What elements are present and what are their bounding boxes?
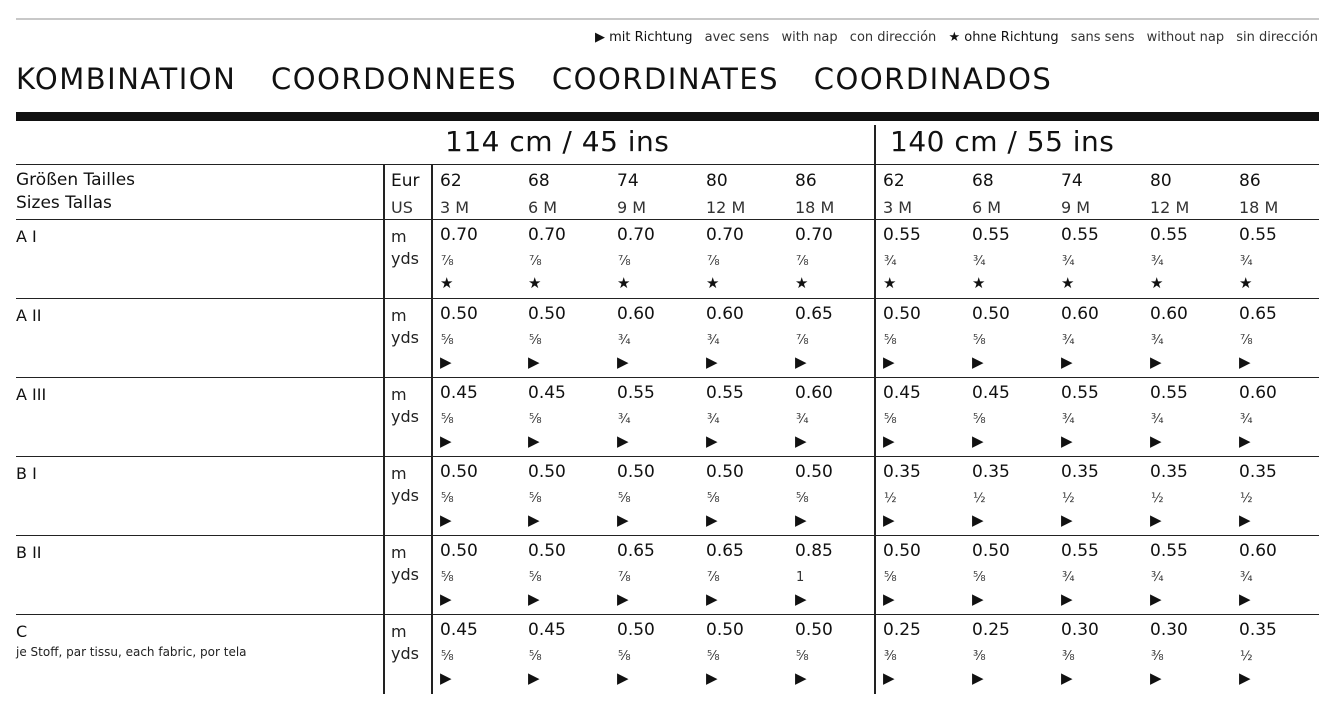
meters-value: 0.50 [617, 620, 655, 640]
row-divider [16, 219, 1319, 220]
meters-value: 0.85 [795, 541, 833, 561]
meters-value: 0.60 [1239, 383, 1277, 403]
with-nap-icon: ▶ [795, 590, 807, 608]
yards-value: ⅝ [973, 412, 986, 427]
with-nap-icon: ▶ [1061, 511, 1073, 529]
eur-size: 62 [440, 171, 462, 191]
with-nap-fr: avec sens [704, 30, 770, 45]
yards-value: ¾ [1062, 412, 1075, 427]
us-size: 12 M [706, 198, 746, 217]
imperial-unit-label: yds [391, 565, 419, 584]
meters-value: 0.35 [1061, 462, 1099, 482]
with-nap-icon: ▶ [706, 669, 718, 687]
view-label: A I [16, 227, 37, 246]
meters-value: 0.60 [706, 304, 744, 324]
with-nap-icon: ▶ [1239, 432, 1251, 450]
sizes-label-line1: Größen Tailles [16, 170, 136, 190]
with-nap-icon: ▶ [1061, 353, 1073, 371]
with-nap-icon: ▶ [528, 590, 540, 608]
meters-value: 0.55 [972, 225, 1010, 245]
view-sublabel: je Stoff, par tissu, each fabric, por tela [16, 645, 247, 659]
without-nap-icon: ★ [617, 274, 631, 292]
without-nap-icon: ★ [972, 274, 986, 292]
page-title [16, 62, 1076, 96]
metric-unit-label: m [391, 306, 407, 325]
yards-value: ¾ [1151, 412, 1164, 427]
row-divider [16, 535, 1319, 536]
with-nap-icon: ▶ [440, 353, 452, 371]
yards-value: ⅝ [973, 333, 986, 348]
us-unit-label: US [391, 198, 413, 217]
eur-size: 74 [1061, 171, 1083, 191]
meters-value: 0.35 [883, 462, 921, 482]
yards-value: ¾ [1151, 333, 1164, 348]
meters-value: 0.70 [617, 225, 655, 245]
eur-size: 68 [528, 171, 550, 191]
meters-value: 0.35 [972, 462, 1010, 482]
header-top-rule [16, 164, 1319, 165]
yards-value: ¾ [1062, 254, 1075, 269]
us-size: 9 M [617, 198, 647, 217]
with-nap-icon: ▶ [795, 432, 807, 450]
yards-value: ⅝ [441, 333, 454, 348]
eur-unit-label: Eur [391, 171, 420, 191]
meters-value: 0.30 [1061, 620, 1099, 640]
row-divider [16, 377, 1319, 378]
with-nap-icon: ▶ [1239, 353, 1251, 371]
with-nap-icon: ▶ [972, 511, 984, 529]
meters-value: 0.50 [528, 462, 566, 482]
with-nap-icon: ▶ [528, 432, 540, 450]
metric-unit-label: m [391, 543, 407, 562]
width-group-divider [874, 125, 876, 694]
meters-value: 0.70 [795, 225, 833, 245]
meters-value: 0.50 [972, 541, 1010, 561]
yards-value: ⅞ [529, 254, 542, 269]
yards-value: ¾ [1062, 333, 1075, 348]
yards-value: ⅝ [529, 491, 542, 506]
label-column-divider [383, 164, 385, 694]
title-es: COORDINADOS [813, 62, 1053, 96]
meters-value: 0.50 [972, 304, 1010, 324]
yards-value: ¾ [1240, 254, 1253, 269]
with-nap-icon: ▶ [1061, 432, 1073, 450]
yards-value: ¾ [796, 412, 809, 427]
without-nap-icon: ★ [1061, 274, 1075, 292]
metric-unit-label: m [391, 622, 407, 641]
yards-value: ½ [884, 491, 897, 506]
with-nap-icon: ▶ [795, 511, 807, 529]
fabric-width-140: 140 cm / 55 ins [890, 125, 1115, 158]
meters-value: 0.65 [1239, 304, 1277, 324]
eur-size: 86 [795, 171, 817, 191]
meters-value: 0.45 [883, 383, 921, 403]
meters-value: 0.45 [440, 620, 478, 640]
meters-value: 0.60 [1239, 541, 1277, 561]
with-nap-icon: ▶ [617, 511, 629, 529]
view-label: B II [16, 543, 42, 562]
yards-value: ¾ [973, 254, 986, 269]
metric-unit-label: m [391, 385, 407, 404]
eur-size: 80 [706, 171, 728, 191]
yards-value: ⅝ [529, 570, 542, 585]
without-nap-icon: ★ [1150, 274, 1164, 292]
with-nap-icon: ▶ [1239, 590, 1251, 608]
with-nap-icon: ▶ [706, 590, 718, 608]
us-size: 18 M [1239, 198, 1279, 217]
meters-value: 0.55 [1150, 383, 1188, 403]
yards-value: ¾ [1240, 412, 1253, 427]
meters-value: 0.25 [883, 620, 921, 640]
yards-value: ½ [1062, 491, 1075, 506]
with-nap-icon: ▶ [440, 432, 452, 450]
without-nap-fr: sans sens [1070, 30, 1135, 45]
with-nap-icon: ▶ [1150, 590, 1162, 608]
yards-value: ¾ [707, 333, 720, 348]
without-nap-icon: ★ [528, 274, 542, 292]
title-en: COORDINATES [551, 62, 780, 96]
without-nap-icon: ★ [440, 274, 454, 292]
yards-value: ½ [1240, 491, 1253, 506]
meters-value: 0.45 [972, 383, 1010, 403]
meters-value: 0.55 [1061, 383, 1099, 403]
meters-value: 0.60 [1150, 304, 1188, 324]
yards-value: ⅞ [796, 254, 809, 269]
with-nap-icon: ▶ [1150, 669, 1162, 687]
with-nap-icon: ▶ [972, 353, 984, 371]
with-nap-icon: ▶ [883, 669, 895, 687]
yards-value: ⅜ [973, 649, 986, 664]
with-nap-icon: ▶ [1061, 590, 1073, 608]
without-nap-es: sin dirección [1236, 30, 1318, 45]
meters-value: 0.35 [1239, 462, 1277, 482]
view-label: A III [16, 385, 47, 404]
us-size: 12 M [1150, 198, 1190, 217]
with-nap-icon: ▶ [1239, 511, 1251, 529]
view-label: A II [16, 306, 42, 325]
with-nap-icon: ▶ [617, 353, 629, 371]
title-de: KOMBINATION [16, 62, 237, 96]
with-nap-icon: ▶ [1061, 669, 1073, 687]
meters-value: 0.55 [883, 225, 921, 245]
without-nap-en: without nap [1146, 30, 1225, 45]
yards-value: ⅝ [441, 491, 454, 506]
meters-value: 0.70 [706, 225, 744, 245]
meters-value: 0.50 [795, 620, 833, 640]
yards-value: ⅜ [884, 649, 897, 664]
with-nap-en: with nap [781, 30, 838, 45]
meters-value: 0.55 [706, 383, 744, 403]
without-nap-de: ohne Richtung [964, 30, 1059, 45]
with-nap-icon: ▶ [706, 511, 718, 529]
yards-value: ¾ [1240, 570, 1253, 585]
without-nap-icon: ★ [883, 274, 897, 292]
meters-value: 0.60 [795, 383, 833, 403]
meters-value: 0.65 [706, 541, 744, 561]
yards-value: ⅝ [618, 649, 631, 664]
yards-value: ⅝ [707, 491, 720, 506]
meters-value: 0.50 [440, 541, 478, 561]
unit-column-divider [431, 164, 433, 694]
yards-value: ¾ [707, 412, 720, 427]
with-nap-icon: ▶ [617, 432, 629, 450]
with-nap-icon: ▶ [972, 432, 984, 450]
with-nap-symbol: ▶ [594, 30, 605, 45]
meters-value: 0.50 [883, 304, 921, 324]
with-nap-icon: ▶ [706, 353, 718, 371]
meters-value: 0.65 [795, 304, 833, 324]
us-size: 6 M [972, 198, 1002, 217]
yards-value: ⅝ [796, 491, 809, 506]
yards-value: ⅜ [1151, 649, 1164, 664]
imperial-unit-label: yds [391, 328, 419, 347]
yards-value: ½ [973, 491, 986, 506]
yards-value: ¾ [1151, 254, 1164, 269]
eur-size: 68 [972, 171, 994, 191]
yards-value: ⅜ [1062, 649, 1075, 664]
meters-value: 0.30 [1150, 620, 1188, 640]
with-nap-icon: ▶ [1150, 511, 1162, 529]
yards-value: ⅝ [618, 491, 631, 506]
yards-value: ¾ [1062, 570, 1075, 585]
sizes-label-line2: Sizes Tallas [16, 193, 112, 213]
with-nap-icon: ▶ [1150, 353, 1162, 371]
with-nap-icon: ▶ [883, 353, 895, 371]
with-nap-icon: ▶ [440, 511, 452, 529]
meters-value: 0.50 [706, 620, 744, 640]
with-nap-icon: ▶ [528, 353, 540, 371]
meters-value: 0.60 [1061, 304, 1099, 324]
top-rule [16, 18, 1319, 20]
without-nap-symbol: ★ [948, 30, 961, 45]
meters-value: 0.70 [440, 225, 478, 245]
with-nap-icon: ▶ [440, 590, 452, 608]
without-nap-icon: ★ [795, 274, 809, 292]
meters-value: 0.65 [617, 541, 655, 561]
us-size: 3 M [440, 198, 470, 217]
meters-value: 0.45 [528, 620, 566, 640]
with-nap-icon: ▶ [883, 432, 895, 450]
eur-size: 80 [1150, 171, 1172, 191]
us-size: 6 M [528, 198, 558, 217]
view-label: B I [16, 464, 37, 483]
yards-value: ⅞ [618, 254, 631, 269]
imperial-unit-label: yds [391, 407, 419, 426]
with-nap-icon: ▶ [883, 511, 895, 529]
meters-value: 0.55 [1239, 225, 1277, 245]
meters-value: 0.50 [440, 304, 478, 324]
meters-value: 0.55 [1150, 225, 1188, 245]
with-nap-icon: ▶ [972, 590, 984, 608]
with-nap-de: mit Richtung [609, 30, 693, 45]
meters-value: 0.55 [1061, 541, 1099, 561]
yards-value: ⅝ [973, 570, 986, 585]
yards-value: ⅞ [1240, 333, 1253, 348]
eur-size: 62 [883, 171, 905, 191]
yards-value: ¾ [618, 412, 631, 427]
meters-value: 0.35 [1150, 462, 1188, 482]
meters-value: 0.50 [706, 462, 744, 482]
yards-value: ¾ [618, 333, 631, 348]
us-size: 3 M [883, 198, 913, 217]
yards-value: ½ [1240, 649, 1253, 664]
yards-value: ¾ [884, 254, 897, 269]
meters-value: 0.50 [617, 462, 655, 482]
metric-unit-label: m [391, 464, 407, 483]
meters-value: 0.50 [795, 462, 833, 482]
imperial-unit-label: yds [391, 644, 419, 663]
yards-value: ⅝ [529, 333, 542, 348]
yards-value: ⅝ [441, 649, 454, 664]
metric-unit-label: m [391, 227, 407, 246]
yards-value: ⅞ [707, 570, 720, 585]
yards-value: 1 [796, 570, 805, 585]
with-nap-es: con dirección [849, 30, 937, 45]
meters-value: 0.70 [528, 225, 566, 245]
eur-size: 86 [1239, 171, 1261, 191]
with-nap-icon: ▶ [972, 669, 984, 687]
title-rule [16, 112, 1319, 121]
yards-value: ⅞ [618, 570, 631, 585]
meters-value: 0.45 [440, 383, 478, 403]
view-label: C [16, 622, 28, 641]
yards-value: ⅝ [529, 649, 542, 664]
imperial-unit-label: yds [391, 486, 419, 505]
meters-value: 0.45 [528, 383, 566, 403]
eur-size: 74 [617, 171, 639, 191]
meters-value: 0.50 [883, 541, 921, 561]
with-nap-icon: ▶ [706, 432, 718, 450]
meters-value: 0.60 [617, 304, 655, 324]
row-divider [16, 298, 1319, 299]
meters-value: 0.55 [1150, 541, 1188, 561]
imperial-unit-label: yds [391, 249, 419, 268]
yards-value: ½ [1151, 491, 1164, 506]
yards-value: ⅝ [707, 649, 720, 664]
with-nap-icon: ▶ [795, 353, 807, 371]
with-nap-icon: ▶ [617, 590, 629, 608]
yards-value: ⅞ [796, 333, 809, 348]
meters-value: 0.55 [617, 383, 655, 403]
us-size: 18 M [795, 198, 835, 217]
title-fr: COORDONNEES [271, 62, 518, 96]
yards-value: ¾ [1151, 570, 1164, 585]
with-nap-icon: ▶ [440, 669, 452, 687]
yards-value: ⅝ [441, 412, 454, 427]
with-nap-icon: ▶ [883, 590, 895, 608]
with-nap-icon: ▶ [617, 669, 629, 687]
meters-value: 0.50 [528, 541, 566, 561]
meters-value: 0.50 [528, 304, 566, 324]
us-size: 9 M [1061, 198, 1091, 217]
with-nap-icon: ▶ [795, 669, 807, 687]
meters-value: 0.35 [1239, 620, 1277, 640]
with-nap-icon: ▶ [1239, 669, 1251, 687]
with-nap-icon: ▶ [528, 511, 540, 529]
row-divider [16, 456, 1319, 457]
fabric-width-114: 114 cm / 45 ins [445, 125, 670, 158]
meters-value: 0.25 [972, 620, 1010, 640]
yards-value: ⅝ [884, 412, 897, 427]
yards-value: ⅞ [707, 254, 720, 269]
with-nap-icon: ▶ [528, 669, 540, 687]
with-nap-icon: ▶ [1150, 432, 1162, 450]
yards-value: ⅝ [441, 570, 454, 585]
yards-value: ⅝ [884, 333, 897, 348]
yards-value: ⅞ [441, 254, 454, 269]
yards-value: ⅝ [529, 412, 542, 427]
without-nap-icon: ★ [706, 274, 720, 292]
nap-legend [595, 30, 1318, 45]
row-divider [16, 614, 1319, 615]
yards-value: ⅝ [796, 649, 809, 664]
yards-value: ⅝ [884, 570, 897, 585]
meters-value: 0.55 [1061, 225, 1099, 245]
meters-value: 0.50 [440, 462, 478, 482]
without-nap-icon: ★ [1239, 274, 1253, 292]
